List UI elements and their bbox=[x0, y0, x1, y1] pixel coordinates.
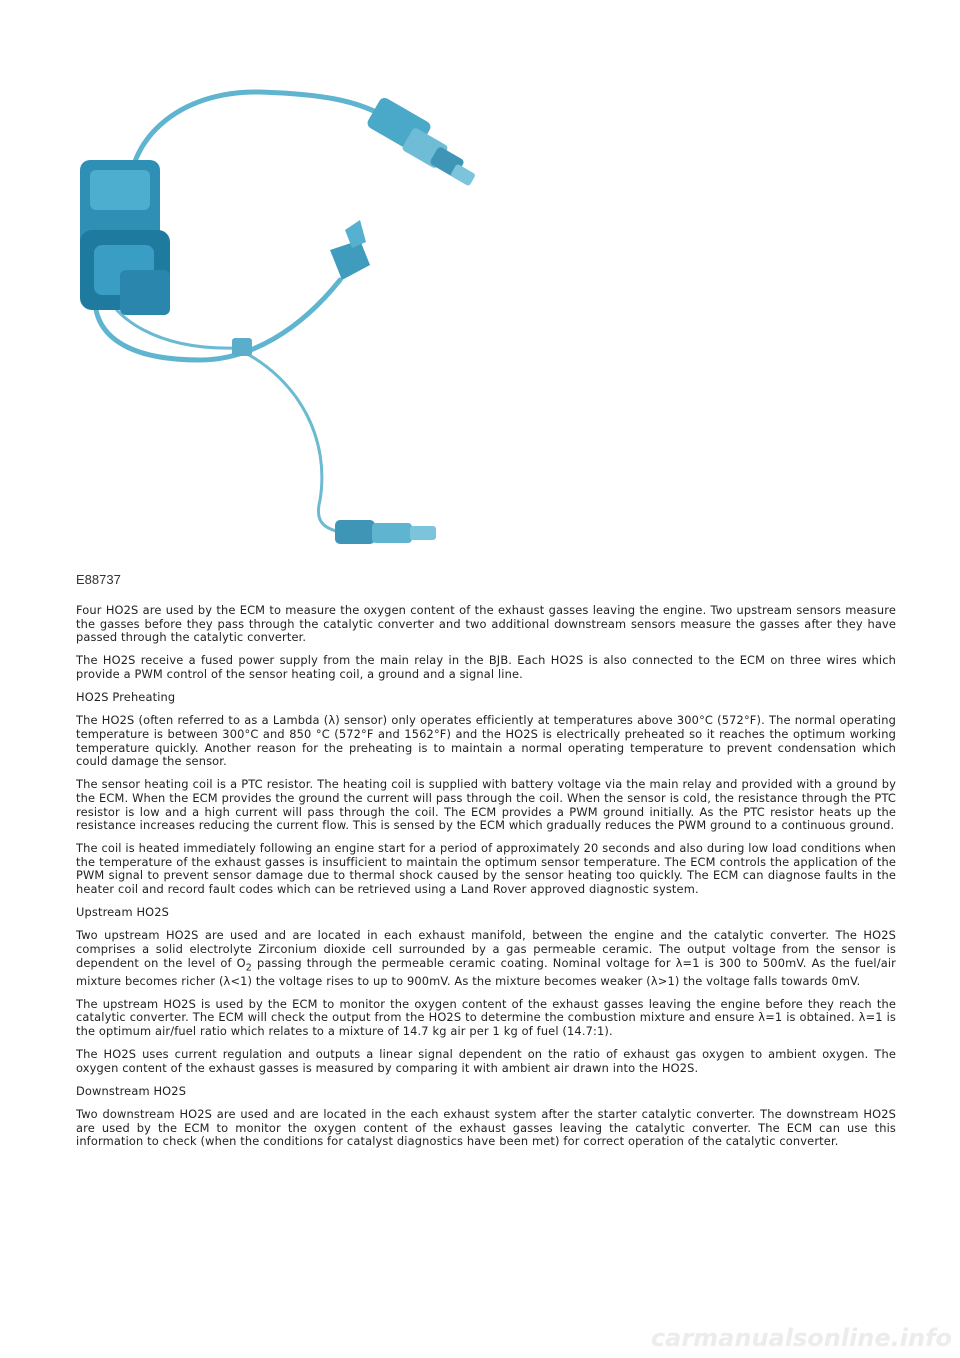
upstream-sensor-body bbox=[365, 96, 476, 187]
figure-id: E88737 bbox=[76, 572, 121, 587]
ho2s-sensor-illustration bbox=[60, 80, 480, 600]
paragraph-part: passing through the permeable ceramic coating. Nominal voltage for λ=1 is 300 to 500mV. As the fuel/air mixture becomes richer (λ<1) the voltage rises to up to 900mV. As the mixture becomes weaker (λ>1) the voltage falls towards 0mV. bbox=[76, 955, 896, 988]
paragraph: Two downstream HO2S are used and are located in the each exhaust system after the starter catalytic converter. The downstream HO2S are used by the ECM to monitor the oxygen content of the exhaust gasses leaving the catalytic converter. The ECM can use this information to check (when the conditions for catalyst diagnostics have been met) for correct operation of the catalytic converter. bbox=[76, 1107, 896, 1149]
paragraph: The sensor heating coil is a PTC resistor. The heating coil is supplied with battery voltage via the main relay and provided with a ground by the ECM. When the ECM provides the ground the current will pass through the coil. When the sensor is cold, the resistance through the PTC resistor is low and a high current will pass through the coil. The ECM provides a PWM ground initially. As the PTC resistor heats up the resistance increases reducing the current flow. This is sensed by the ECM which gradually reduces the PWM ground to a continuous ground. bbox=[76, 777, 896, 833]
paragraph: The coil is heated immediately following an engine start for a period of approximately 20 seconds and also during low load conditions when the temperature of the exhaust gasses is insufficient to maintain the optimum sensor temperature. The ECM controls the application of the PWM signal to prevent sensor damage due to thermal shock caused by the sensor heating too quickly. The ECM can diagnose faults in the heater coil and record fault codes which can be retrieved using a Land Rover approved diagnostic system. bbox=[76, 841, 896, 897]
paragraph-part: Two upstream HO2S are used and are located in each exhaust manifold, between the engine and the catalytic converter. The HO2S comprises a solid electrolyte Zirconium dioxide cell surrounded by a gas permeable ceramic. The output voltage from the sensor is dependent on the level of O bbox=[76, 928, 896, 970]
section-heading-downstream: Downstream HO2S bbox=[76, 1083, 187, 1098]
section-heading-upstream: Upstream HO2S bbox=[76, 905, 170, 920]
paragraph: The HO2S receive a fused power supply from the main relay in the BJB. Each HO2S is also connected to the ECM on three wires which provide a PWM control of the sensor heating coil, a ground and a signal line. bbox=[76, 653, 896, 681]
paragraph bbox=[76, 929, 896, 988]
sensor-connector bbox=[80, 160, 170, 315]
upper-sensor-wire bbox=[129, 92, 390, 210]
watermark: carmanualsonline.info bbox=[650, 1324, 952, 1352]
wire-clip bbox=[232, 338, 252, 356]
paragraph: The HO2S uses current regulation and outputs a linear signal dependent on the ratio of exhaust gas oxygen to ambient oxygen. The oxygen content of the exhaust gasses is measured by comparing it with ambient air drawn into the HO2S. bbox=[76, 1047, 896, 1075]
downstream-sensor-body bbox=[335, 520, 436, 544]
paragraph: Four HO2S are used by the ECM to measure the oxygen content of the exhaust gasses leaving the engine. Two upstream sensors measure the gasses before they pass through the catalytic converter and two additional downstream sensors measure the gasses after they have passed through the catalytic converter. bbox=[76, 603, 896, 645]
paragraph: The upstream HO2S is used by the ECM to monitor the oxygen content of the exhaust gasses leaving the engine before they reach the catalytic converter. The ECM will check the output from the HO2S to determine the combustion mixture and ensure λ=1 is obtained. λ=1 is the optimum air/fuel ratio which relates to a mixture of 14.7 kg air per 1 kg of fuel (14.7:1). bbox=[76, 996, 896, 1038]
paragraph: The HO2S (often referred to as a Lambda (λ) sensor) only operates efficiently at temperatures above 300°C (572°F). The normal operating temperature is between 300°C and 850 °C (572°F and 1562°F) and the HO2S is electrically preheated so it reaches the optimum working temperature quickly. Another reason for the preheating is to maintain a normal operating temperature to prevent condensation which could damage the sensor. bbox=[76, 713, 896, 769]
harness-clip bbox=[330, 220, 370, 280]
section-heading-preheating: HO2S Preheating bbox=[76, 690, 176, 705]
subscript: 2 bbox=[245, 961, 252, 973]
document-body bbox=[76, 604, 896, 1158]
lower-sensor-wire bbox=[240, 350, 340, 532]
